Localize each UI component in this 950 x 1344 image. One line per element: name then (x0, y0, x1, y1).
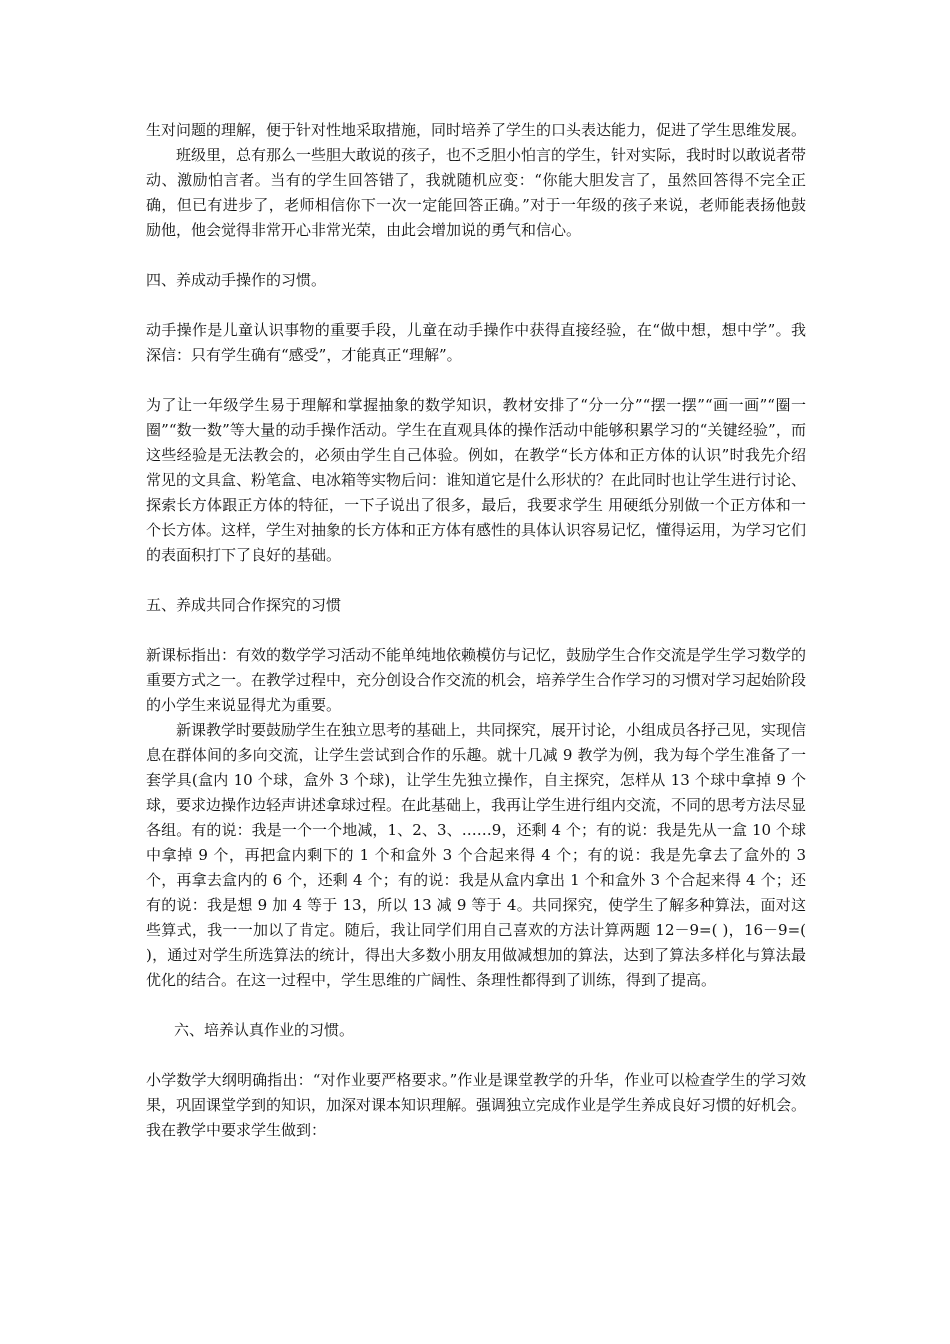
paragraph-homework-intro: 小学数学大纲明确指出：“对作业要严格要求。”作业是课堂教学的升华，作业可以检查学生的学习效果，巩固课堂学到的知识，加深对课本知识理解。强调独立完成作业是学生养成良好习惯的好机会。我在教学中要求学生做到： (146, 1071, 807, 1139)
paragraph-cooperation-intro: 新课标指出：有效的数学学习活动不能单纯地依赖模仿与记忆，鼓励学生合作交流是学生学习数学的重要方式之一。在教学过程中，充分创设合作交流的机会，培养学生合作学习的习惯对学习起始阶段的小学生来说显得尤为重要。 (146, 646, 807, 714)
paragraph-cooperation-example: 新课教学时要鼓励学生在独立思考的基础上，共同探究，展开讨论，小组成员各抒己见，实现信息在群体间的多向交流，让学生尝试到合作的乐趣。就十几减 9 教学为例，我为每个学生准备了一套学具(盒内 10 个球，盒外 3 个球)，让学生先独立操作，自主探究，怎样从 13 个球中拿掉 9 个球，要求边操作边轻声讲述拿球过程。在此基础上，我再让学生进行组内交流，不同的思考方法尽显各组。有的说：我是一个一个地减，1、2、3、……9，还剩 4 个；有的说：我是先从一盒 10 个球中拿掉 9 个，再把盒内剩下的 1 个和盒外 3 个合起来得 4 个；有的说：我是先拿去了盒外的 3 个，再拿去盒内的 6 个，还剩 4 个；有的说：我是从盒内拿出 1 个和盒外 3 个合起来得 4 个；还有的说：我是想 9 加 4 等于 13，所以 13 减 9 等于 4。共同探究，使学生了解多种算法，面对这些算式，我一一加以了肯定。随后，我让同学们用自己喜欢的方法计算两题 12－9=( )，16－9=( )，通过对学生所选算法的统计，得出大多数小朋友用做减想加的算法，达到了算法多样化与算法最优化的结合。在这一过程中，学生思维的广阔性、条理性都得到了训练，得到了提高。 (146, 721, 807, 989)
spacer (146, 243, 806, 268)
document-body (146, 118, 806, 1143)
spacer (146, 618, 806, 643)
section-heading-4: 四、养成动手操作的习惯。 (146, 271, 327, 289)
spacer (146, 993, 806, 1018)
spacer (146, 293, 806, 318)
section-heading-6: 六、培养认真作业的习惯。 (174, 1021, 355, 1039)
paragraph-continuation: 生对问题的理解，便于针对性地采取措施，同时培养了学生的口头表达能力，促进了学生思维发展。 (146, 121, 807, 139)
spacer (146, 568, 806, 593)
paragraph-hands-on-intro: 动手操作是儿童认识事物的重要手段，儿童在动手操作中获得直接经验，在“做中想，想中学”。我深信：只有学生确有“感受”，才能真正“理解”。 (146, 321, 806, 364)
spacer (146, 368, 806, 393)
section-heading-5: 五、养成共同合作探究的习惯 (146, 596, 342, 614)
paragraph-hands-on-example: 为了让一年级学生易于理解和掌握抽象的数学知识，教材安排了“分一分”“摆一摆”“画一画”“圈一圈”“数一数”等大量的动手操作活动。学生在直观具体的操作活动中能够积累学习的“关键经验”，而这些经验是无法教会的，必须由学生自己体验。例如，在教学“长方体和正方体的认识”时我先介绍常见的文具盒、粉笔盒、电冰箱等实物后问：谁知道它是什么形状的？在此同时也让学生进行讨论、探索长方体跟正方体的特征，一下子说出了很多，最后，我要求学生 用硬纸分别做一个正方体和一个长方体。这样，学生对抽象的长方体和正方体有感性的具体认识容易记忆，懂得运用，为学习它们的表面积打下了良好的基础。 (146, 396, 807, 564)
paragraph-encourage-speaking: 班级里，总有那么一些胆大敢说的孩子，也不乏胆小怕言的学生，针对实际，我时时以敢说者带动、激励怕言者。当有的学生回答错了，我就随机应变：“你能大胆发言了，虽然回答得不完全正确，但已有进步了，老师相信你下一次一定能回答正确。”对于一年级的孩子来说，老师能表扬他鼓励他，他会觉得非常开心非常光荣，由此会增加说的勇气和信心。 (146, 146, 807, 239)
spacer (146, 1043, 806, 1068)
